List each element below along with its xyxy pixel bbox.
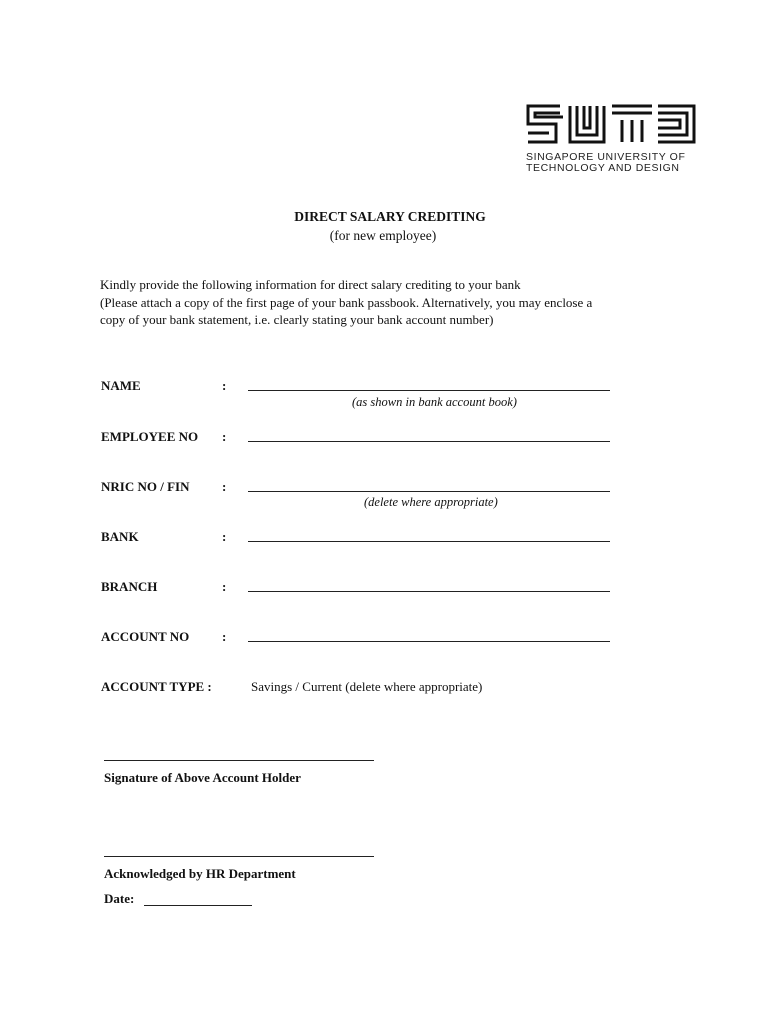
- nric-colon: :: [222, 479, 227, 494]
- hr-signature-label: Acknowledged by HR Department: [104, 866, 296, 881]
- nric-label: NRIC NO / FIN: [101, 479, 190, 494]
- account-no-colon: :: [222, 629, 227, 644]
- holder-signature-line[interactable]: [104, 760, 374, 761]
- name-hint: (as shown in bank account book): [352, 395, 517, 409]
- name-field[interactable]: [248, 390, 610, 391]
- account-type-label: ACCOUNT TYPE :: [101, 679, 212, 694]
- logo-text-line-2: TECHNOLOGY AND DESIGN: [526, 162, 680, 174]
- account-no-field[interactable]: [248, 641, 610, 642]
- branch-colon: :: [222, 579, 227, 594]
- intro-line-1: Kindly provide the following information for direct salary crediting to your bank: [100, 277, 521, 292]
- bank-field[interactable]: [248, 541, 610, 542]
- name-label: NAME: [101, 378, 141, 393]
- form-subtitle: (for new employee): [329, 228, 437, 243]
- nric-hint: (delete where appropriate): [364, 495, 498, 509]
- employee-no-colon: :: [222, 429, 227, 444]
- bank-label: BANK: [101, 529, 139, 544]
- employee-no-field[interactable]: [248, 441, 610, 442]
- form-title: DIRECT SALARY CREDITING: [294, 209, 486, 224]
- account-type-options[interactable]: Savings / Current (delete where appropriate): [251, 679, 483, 694]
- holder-signature-label: Signature of Above Account Holder: [104, 770, 301, 785]
- intro-line-2: (Please attach a copy of the first page of your bank passbook. Alternatively, you may enclose a: [100, 294, 593, 310]
- employee-no-label: EMPLOYEE NO: [101, 429, 199, 444]
- bank-colon: :: [222, 529, 227, 544]
- logo-text-line-1: SINGAPORE UNIVERSITY OF: [526, 151, 686, 163]
- date-label: Date:: [104, 891, 135, 906]
- date-field[interactable]: [144, 905, 252, 906]
- branch-label: BRANCH: [101, 579, 158, 594]
- sutd-logo: [526, 104, 696, 174]
- sutd-logo-mark: [526, 104, 696, 146]
- name-colon: :: [222, 378, 227, 393]
- branch-field[interactable]: [248, 591, 610, 592]
- hr-signature-line[interactable]: [104, 856, 374, 857]
- nric-field[interactable]: [248, 491, 610, 492]
- account-no-label: ACCOUNT NO: [101, 629, 190, 644]
- intro-paragraph: [100, 276, 690, 329]
- intro-line-3: copy of your bank statement, i.e. clearly stating your bank account number): [100, 312, 494, 327]
